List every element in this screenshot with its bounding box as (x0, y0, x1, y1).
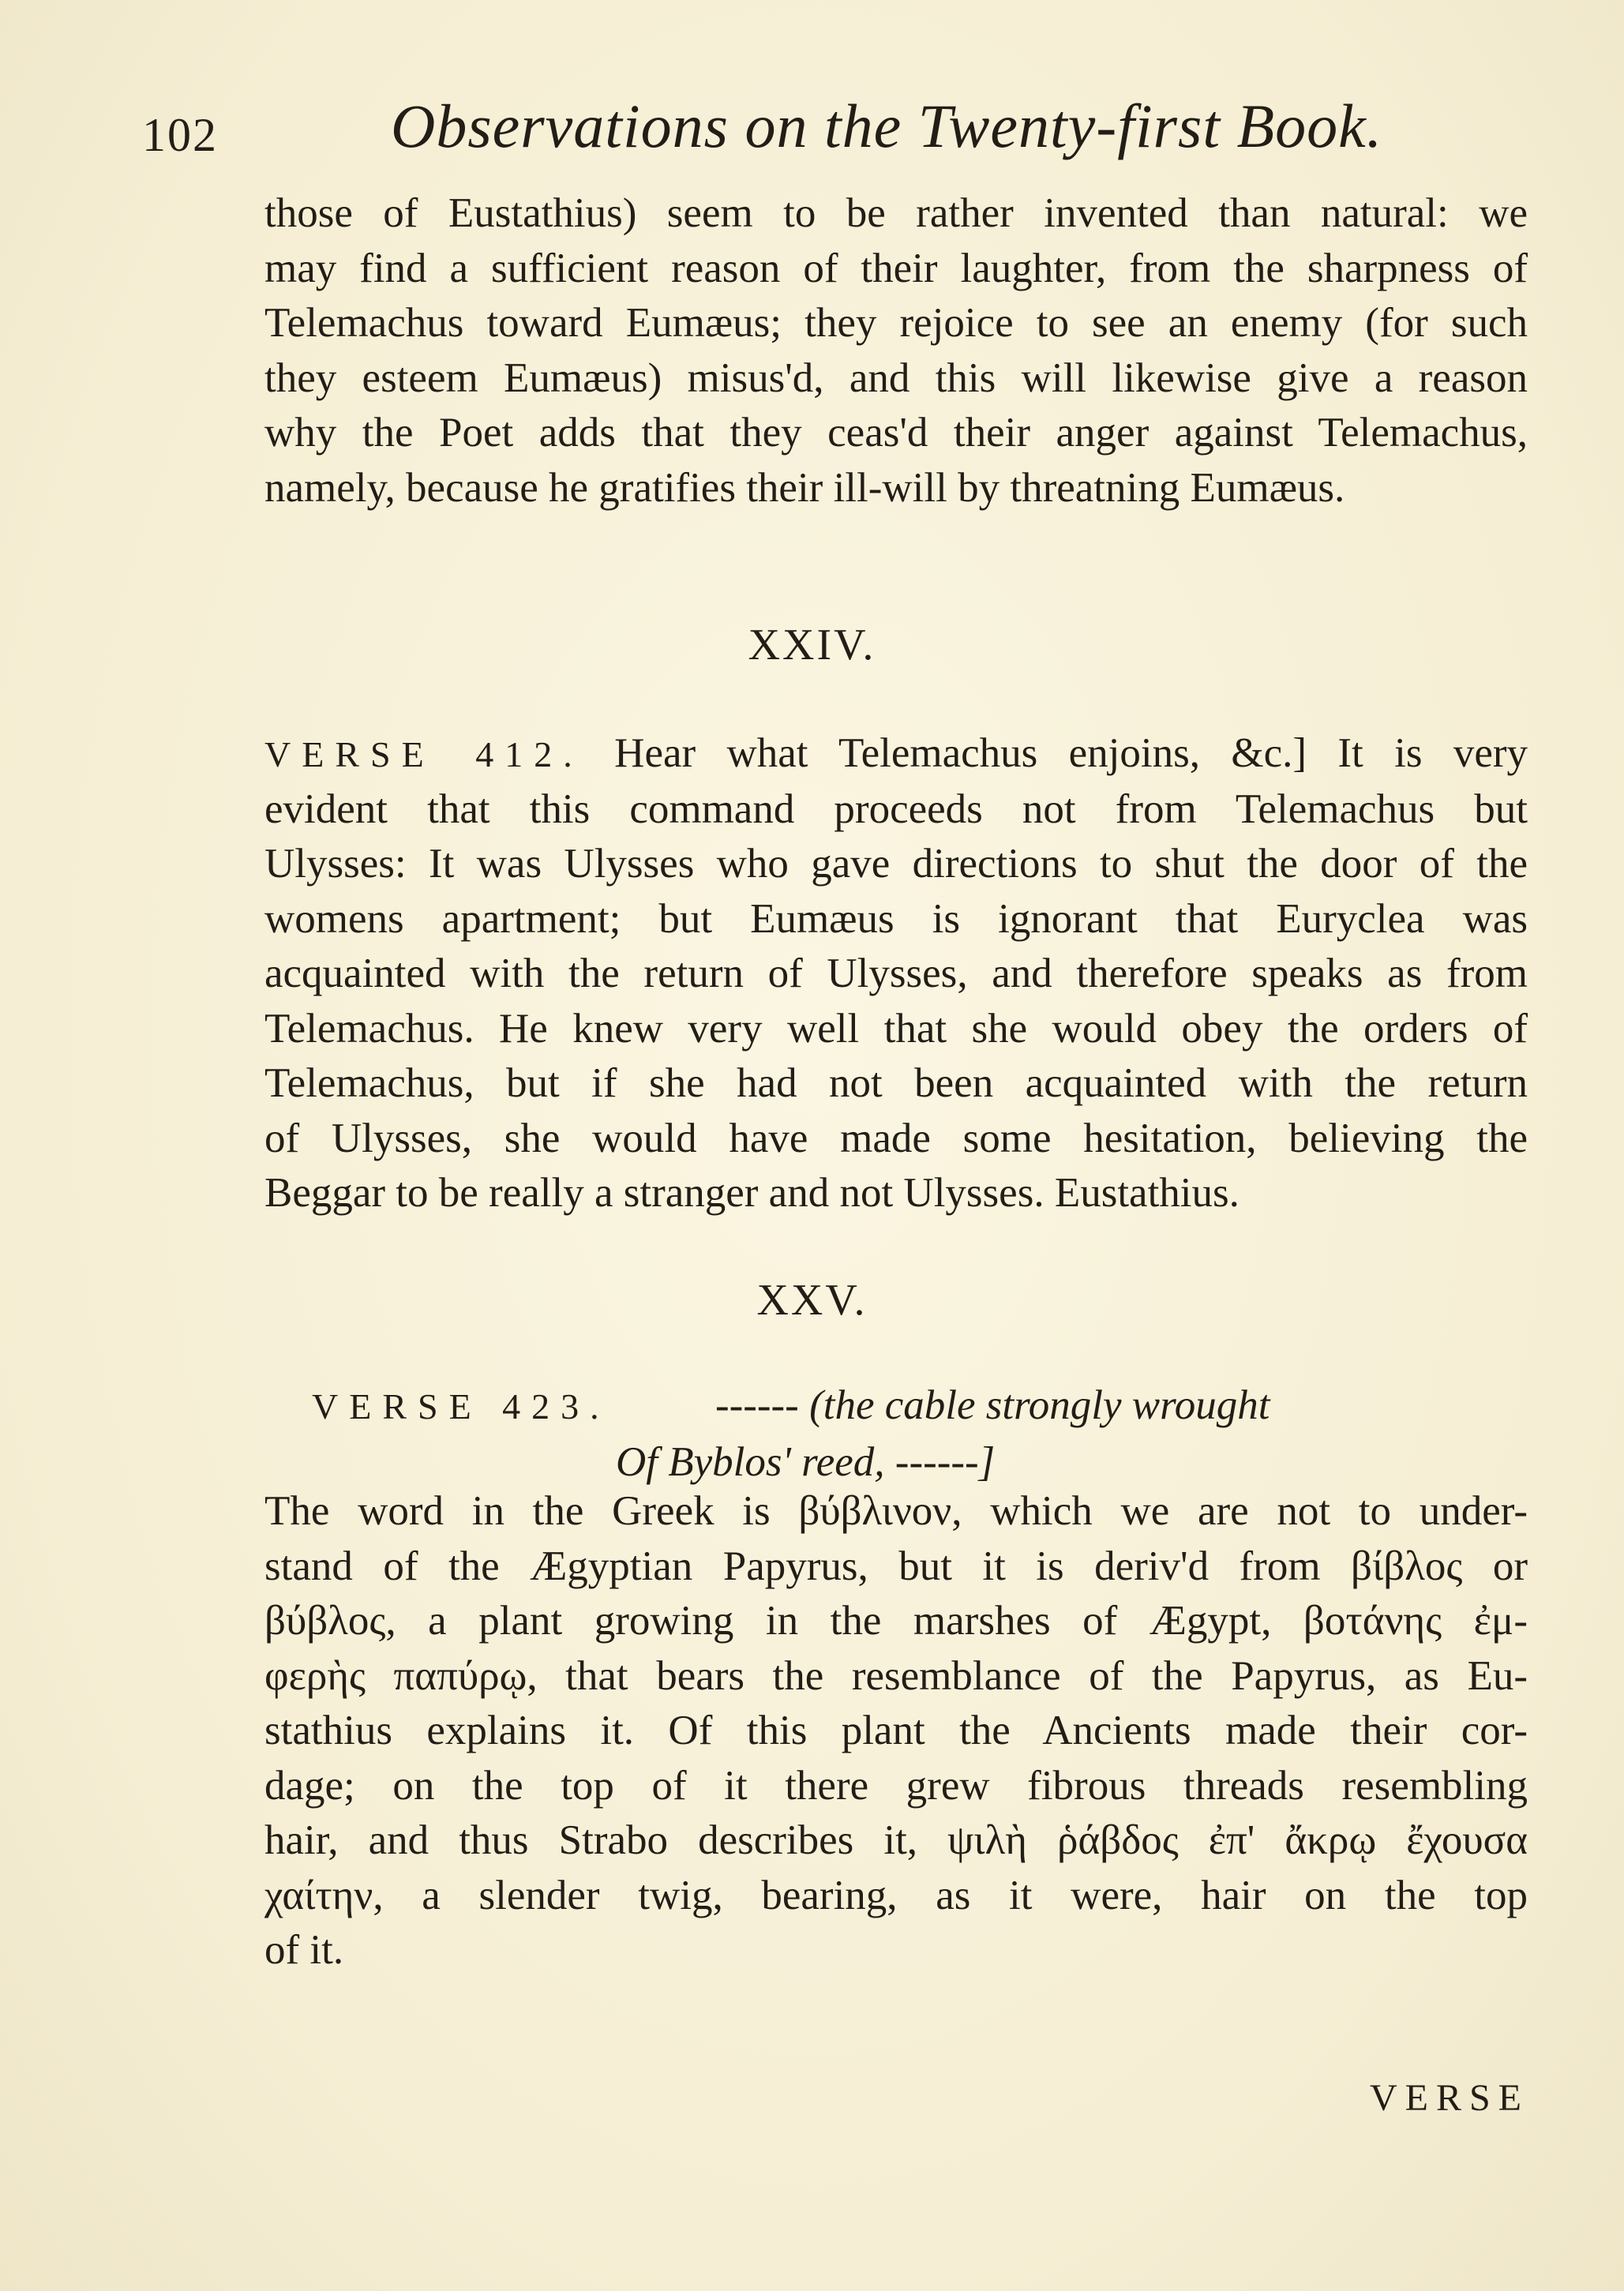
section-heading-xxv: XXV. (756, 1276, 868, 1325)
section-24-body (264, 726, 1528, 1221)
paragraph-1 (264, 186, 1528, 516)
text-line: Beggar to be really a stranger and not Ulysses. Eustathius. (264, 1170, 1240, 1216)
text-line: Telemachus, but if she had not been acquainted with the return (264, 1060, 1528, 1106)
verse-quote-line (312, 1378, 1417, 1434)
text-line: those of Eustathius) seem to be rather invented than natural: we (264, 190, 1528, 236)
text-line: of it. (264, 1927, 344, 1973)
text-line: βύβλος, a plant growing in the marshes of Ægypt, βοτάνης ἐμ- (264, 1598, 1528, 1644)
verse-text: Hear what Telemachus enjoins, &c.] It is very (614, 730, 1528, 776)
text-line: may find a sufficient reason of their laughter, from the sharpness of (264, 245, 1528, 291)
verse-label: VERSE 412. (264, 734, 583, 774)
text-line: evident that this command proceeds not from Telemachus but (264, 786, 1528, 832)
text-line: namely, because he gratifies their ill-will by threatning Eumæus. (264, 464, 1345, 511)
page-number: 102 (142, 109, 218, 161)
text-line: womens apartment; but Eumæus is ignorant that Euryclea was (264, 895, 1528, 942)
quote-text: ------ (the cable strongly wrought (714, 1382, 1270, 1428)
text-line: χαίτην, a slender twig, bearing, as it were, hair on the top (264, 1872, 1528, 1918)
text-line (264, 726, 1528, 782)
text-line: The word in the Greek is βύβλινον, which we are not to under- (264, 1488, 1528, 1534)
text-line: they esteem Eumæus) misus'd, and this will likewise give a reason (264, 354, 1528, 401)
text-line: Ulysses: It was Ulysses who gave directions to shut the door of the (264, 841, 1528, 887)
text-line: Telemachus. He knew very well that she would obey the orders of (264, 1005, 1528, 1052)
catchword: VERSE (1369, 2077, 1529, 2119)
section-heading-xxiv: XXIV. (748, 621, 876, 669)
text-line: stand of the Ægyptian Papyrus, but it is deriv'd from βίβλος or (264, 1543, 1528, 1589)
verse-quote-line (312, 1434, 1417, 1490)
text-line: Telemachus toward Eumæus; they rejoice to see an enemy (for such (264, 300, 1528, 346)
text-line: acquainted with the return of Ulysses, and therefore speaks as from (264, 951, 1528, 996)
text-line: of Ulysses, she would have made some hesitation, believing the (264, 1115, 1528, 1161)
quote-text: Of Byblos' reed, ------] (616, 1439, 996, 1485)
text-line: why the Poet adds that they ceas'd their anger against Telemachus, (264, 410, 1528, 456)
section-25-body (264, 1484, 1528, 1978)
verse-quote (312, 1378, 1417, 1490)
text-line: dage; on the top of it there grew fibrous threads resembling (264, 1762, 1528, 1809)
text-line: hair, and thus Strabo describes it, ψιλὴ ῥάβδος ἐπ' ἄκρῳ ἔχουσα (264, 1817, 1528, 1863)
running-head (142, 75, 1405, 162)
text-line: φερὴς παπύρῳ, that bears the resemblance of the Papyrus, as Eu- (264, 1652, 1528, 1699)
running-title: Observations on the Twenty-first Book. (391, 92, 1383, 160)
text-line: stathius explains it. Of this plant the Ancients made their cor- (264, 1708, 1528, 1753)
verse-label: VERSE 423. (312, 1386, 610, 1427)
